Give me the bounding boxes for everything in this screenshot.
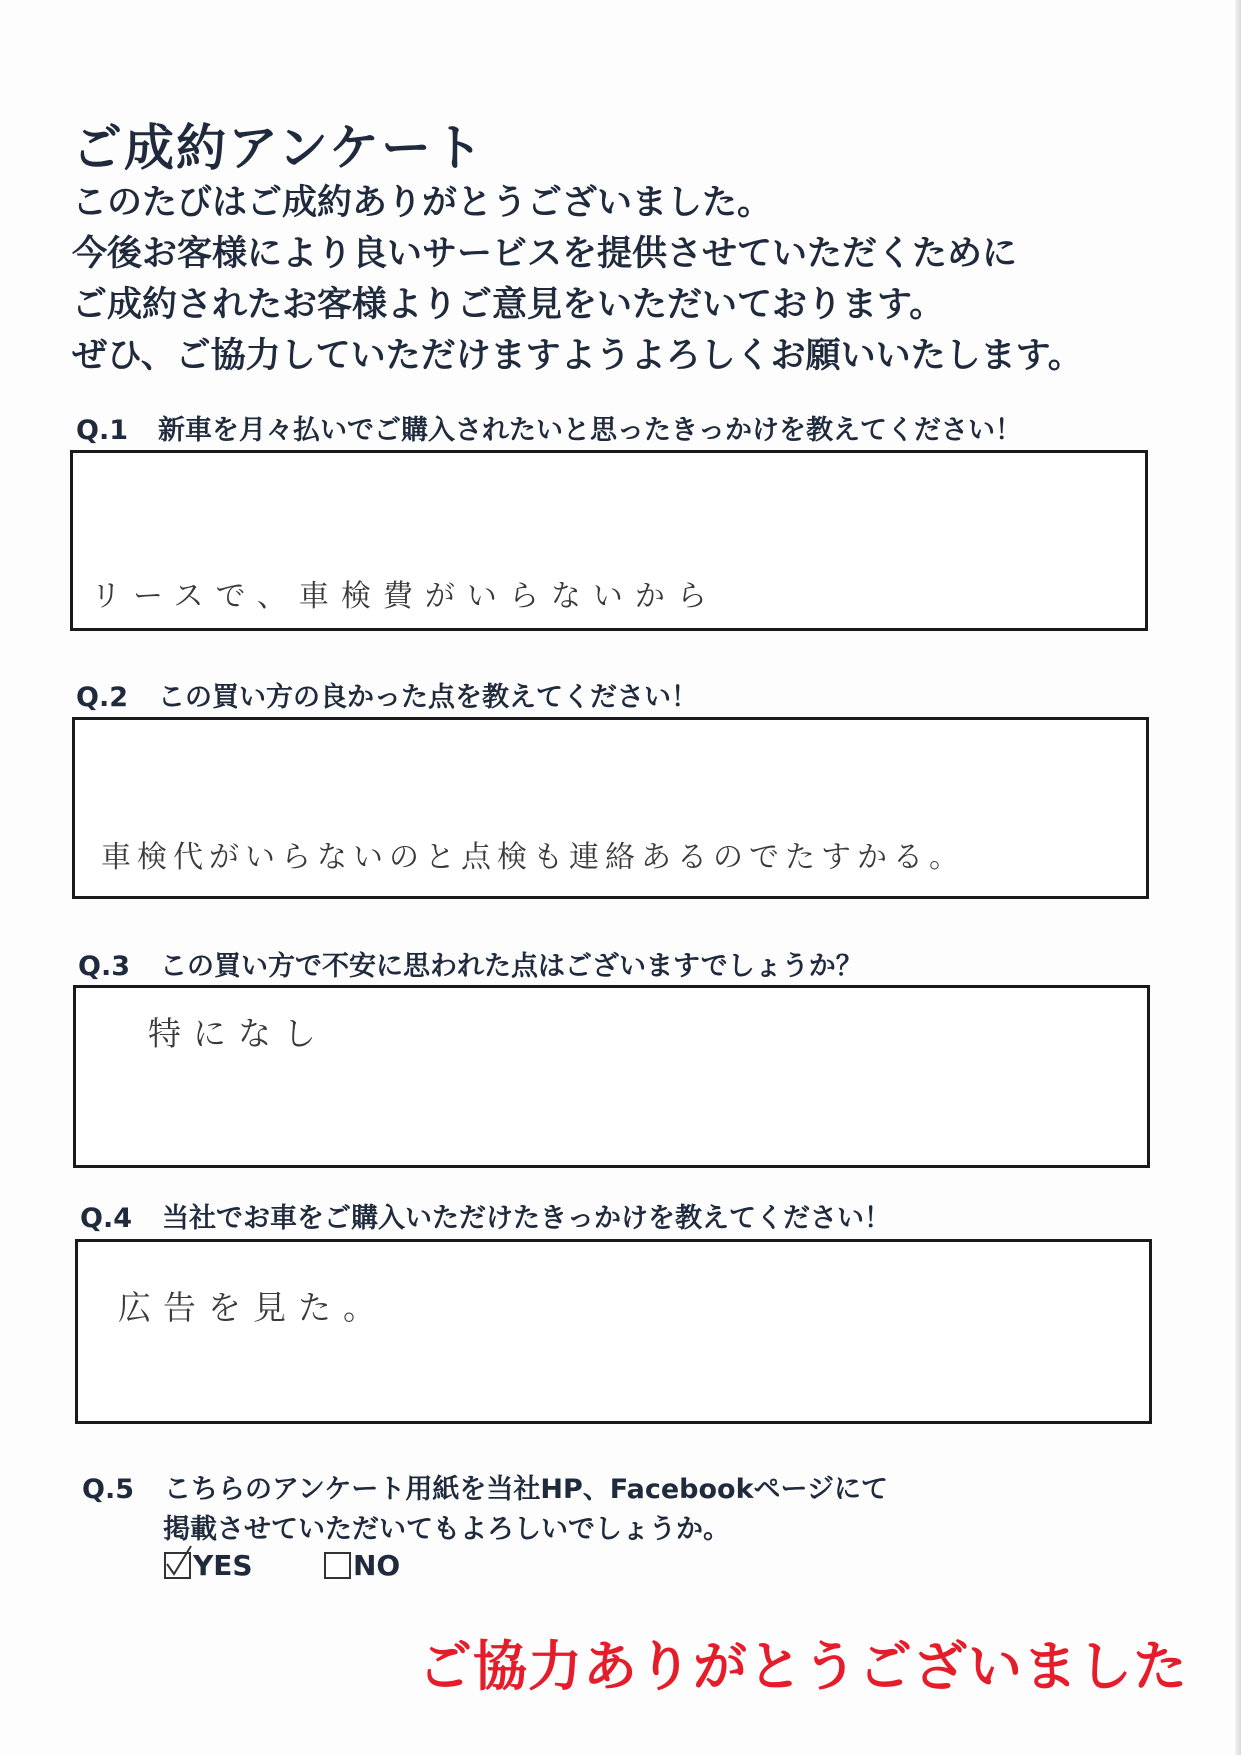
handwritten-answer: リースで、車検費がいらないから bbox=[91, 579, 719, 614]
question-number: Q.5 bbox=[82, 1474, 134, 1505]
answer-box-2[interactable] bbox=[72, 717, 1149, 899]
no-checkbox[interactable] bbox=[324, 1552, 351, 1579]
answer-box-1[interactable] bbox=[70, 450, 1148, 631]
page-edge bbox=[1235, 0, 1241, 1755]
question-text: 新車を月々払いでご購入されたいと思ったきっかけを教えてください！ bbox=[158, 415, 1022, 446]
question-text: この買い方で不安に思われた点はございますでしょうか？ bbox=[160, 951, 863, 982]
intro-line: 今後お客様により良いサービスを提供させていただくために bbox=[72, 234, 1018, 274]
handwritten-answer: 広告を見た。 bbox=[118, 1288, 388, 1327]
handwritten-answer: 特になし bbox=[148, 1014, 328, 1053]
option-label: YES bbox=[193, 1549, 253, 1582]
question-text: 当社でお車をご購入いただけたきっかけを教えてください！ bbox=[162, 1203, 891, 1234]
question-text: この買い方の良かった点を教えてください！ bbox=[158, 682, 698, 713]
question-number: Q.4 bbox=[80, 1203, 132, 1234]
handwritten-answer: 車検代がいらないのと点検も連絡あるのでたすかる。 bbox=[101, 840, 965, 875]
check-icon bbox=[164, 1544, 194, 1578]
question-number: Q.1 bbox=[76, 415, 128, 446]
form-title: ご成約アンケート bbox=[72, 119, 485, 177]
question-3-label bbox=[78, 944, 863, 983]
intro-text bbox=[72, 178, 1083, 382]
question-5-line2: 掲載させていただいてもよろしいでしょうか。 bbox=[163, 1514, 730, 1545]
question-text: こちらのアンケート用紙を当社HP、Facebookページにて bbox=[164, 1474, 889, 1505]
intro-line: ぜひ、ご協力していただけますようよろしくお願いいたします。 bbox=[72, 336, 1083, 376]
option-label: NO bbox=[353, 1549, 401, 1582]
question-2-label bbox=[76, 675, 698, 714]
answer-box-3[interactable] bbox=[73, 985, 1150, 1168]
question-number: Q.3 bbox=[78, 951, 130, 982]
closing-message: ご協力ありがとうございました bbox=[418, 1635, 1188, 1698]
intro-line: ご成約されたお客様よりご意見をいただいております。 bbox=[72, 285, 945, 325]
answer-box-4[interactable] bbox=[75, 1239, 1152, 1424]
option-no[interactable] bbox=[324, 1549, 400, 1582]
question-5-label bbox=[82, 1467, 888, 1506]
option-yes[interactable] bbox=[164, 1549, 253, 1582]
yes-checkbox[interactable] bbox=[164, 1552, 191, 1579]
question-1-label bbox=[76, 408, 1022, 447]
question-number: Q.2 bbox=[76, 682, 128, 713]
intro-line: このたびはご成約ありがとうございました。 bbox=[72, 183, 773, 223]
question-4-label bbox=[80, 1196, 891, 1235]
